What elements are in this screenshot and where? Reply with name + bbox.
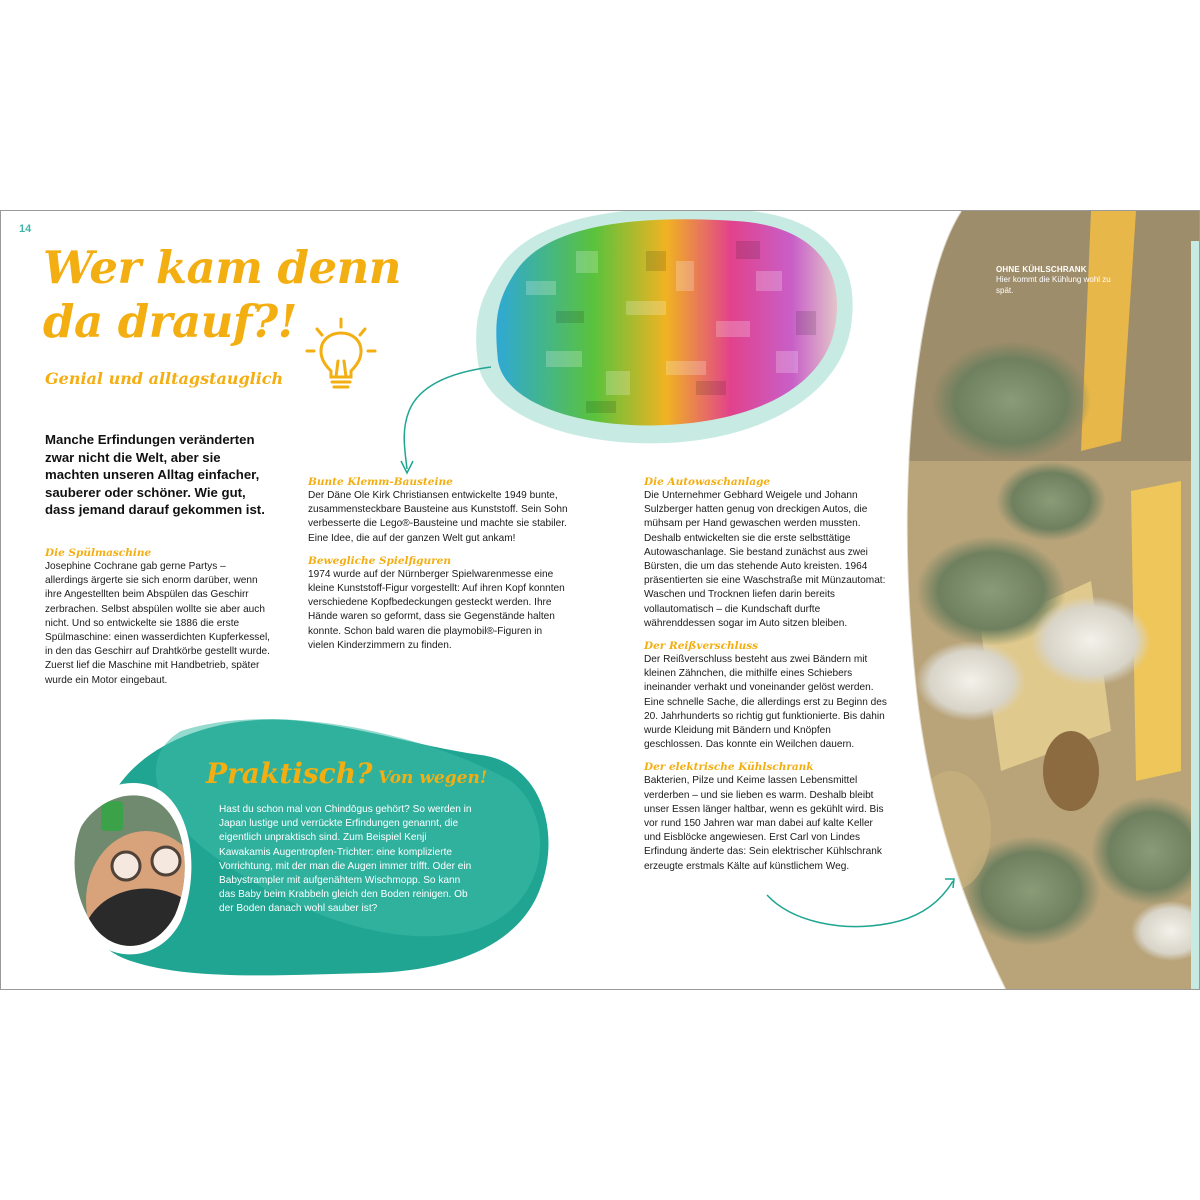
article-lego <box>308 475 568 546</box>
box-title-main: Praktisch? <box>206 757 373 790</box>
article-heading: Bunte Klemm-Bausteine <box>308 476 453 488</box>
article-carwash <box>644 475 889 631</box>
article-column-2 <box>308 475 568 661</box>
article-dishwasher <box>45 546 270 696</box>
article-heading: Die Autowaschanlage <box>644 476 771 488</box>
article-column-3 <box>644 475 889 882</box>
lego-bricks-image <box>456 211 866 451</box>
article-text: Der Reißverschluss besteht aus zwei Bändern mit kleinen Zähnchen, die mithilfe eines Schiebers ineinander verhakt und voneinander gelöst werden. Eine schnelle Sache, die allerdings erst zu Beginn des 20. Jahrhunderts so richtig gut funktionierte. Bis dahin wurde Kleidung mit Bändern und Knöpfen geschlossen. Das konnte ein Weilchen dauern. <box>644 654 887 751</box>
box-title-small: Von wegen! <box>378 768 488 788</box>
photo-arrow-icon <box>761 851 961 941</box>
arrow-icon <box>381 351 501 481</box>
page-subtitle: Genial und alltagstauglich <box>45 369 284 388</box>
left-page-number: 14 <box>19 223 32 235</box>
article-heading: Bewegliche Spielfiguren <box>308 554 451 567</box>
photo-caption <box>996 265 1116 296</box>
article-text: Der Däne Ole Kirk Christiansen entwickelte 1949 bunte, zusammensteckbare Bausteine aus Kunststoff. Sein Sohn verbesserte die Lego®-Bausteine und machte sie stabiler. Eine Idee, die auf der ganzen Welt gut ankam! <box>308 490 568 544</box>
article-text: Josephine Cochrane gab gerne Partys – allerdings ärgerte sie sich enorm darüber, wenn ihre Angestellten beim Abspülen das Geschirr zerbrachen. Selbst abspülen wollte sie aber auch nicht. Und so entwickelte sie 1886 die erste Spülmaschine: einen wasserdichten Kupferkessel, in den das Geschirr auf Drahtkörbe gestellt wurde. Zuerst lief die Maschine mit Handbetrieb, später wurde ein Motor eingebaut. <box>45 561 270 686</box>
intro-text: Manche Erfindungen veränderten zwar nicht die Welt, aber sie machten unseren Alltag einfacher, sauberer oder schöner. Wie gut, dass jemand darauf gekommen ist. <box>45 432 265 518</box>
caption-text: Hier kommt die Kühlung wohl zu spät. <box>996 275 1111 295</box>
article-heading: Die Spülmaschine <box>45 547 152 559</box>
title-line-2: da drauf?! <box>43 295 297 348</box>
box-title <box>206 757 487 790</box>
article-zipper <box>644 639 889 752</box>
article-playmobil <box>308 554 568 653</box>
article-text: 1974 wurde auf der Nürnberger Spielwarenmesse eine kleine Kunststoff-Figur vorgestellt: Auf ihren Kopf konnten verschiedene Kopfbedeckungen gesteckt werden. Ihre Hände waren so geformt, dass sie Gegenstände halten konnte. Schon bald waren die playmobil®-Figuren in vielen Kinderzimmern zu finden. <box>308 568 565 651</box>
title-line-1: Wer kam denn <box>43 241 402 294</box>
article-text: Die Unternehmer Gebhard Weigele und Johann Sulzberger hatten genug von dreckigen Autos, die mühsam per Hand gewaschen werden mussten. Deshalb entwickelten sie die erste selbsttätige Autowaschanlage. Sie bestand zunächst aus zwei Bürsten, die um das stehende Auto kreisten. 1964 präsentierten sie eine Waschstraße mit Münzautomat: Waschen und Trocknen liefen darin bereits vollautomatisch – die Kundschaft durfte währenddessen sogar im Auto sitzen bleiben. <box>644 490 886 629</box>
article-heading: Der elektrische Kühlschrank <box>644 761 814 774</box>
caption-heading: OHNE KÜHLSCHRANK <box>996 265 1087 274</box>
box-text: Hast du schon mal von Chindōgus gehört? So werden in Japan lustige und verrückte Erfindungen genannt, die eigentlich unpraktisch sind. Zum Beispiel Kenji Kawakamis Augentropfen-Trichter: eine komplizierte Vorrichtung, mit der man die Augen immer trifft. Oder ein Babystrampler mit aufgenähtem Wischmopp. So kann das Baby beim Krabbeln gleich den Boden reinigen. Ob der Boden danach wohl sauber ist? <box>219 804 472 915</box>
article-heading: Der Reißverschluss <box>644 640 759 653</box>
lightbulb-icon <box>301 311 381 401</box>
article-text: Bakterien, Pilze und Keime lassen Lebensmittel verderben – und sie lieben es warm. Deshalb bleibt unser Essen länger haltbar, wenn es gekühlt wird. Bis vor rund 150 Jahren war man dabei auf kalte Keller und Eisblöcke angewiesen. Erst Carl von Lindes Erfindung änderte das: Sein elektrischer Kühlschrank erzeugte erstmals Kälte auf künstlichem Weg. <box>644 775 884 872</box>
book-spread <box>0 210 1200 990</box>
